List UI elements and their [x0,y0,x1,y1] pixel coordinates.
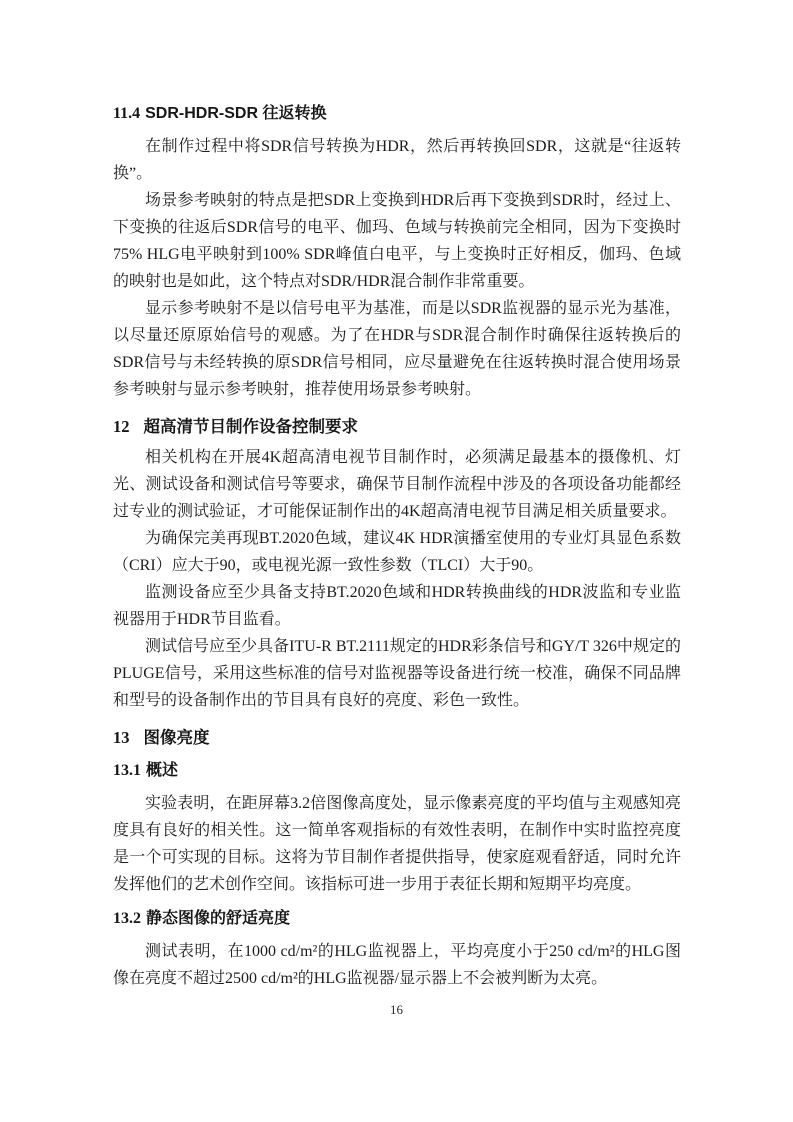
page-number: 16 [390,1002,403,1017]
paragraph-test-signals: 测试信号应至少具备ITU-R BT.2111规定的HDR彩条信号和GY/T 326中规定的PLUGE信号，采用这些标准的信号对监视器等设备进行统一校准，确保不同品牌和型号的设备制作出的节目具有良好的亮度、彩色一致性。 [113,638,681,709]
section-number: 13.2 [113,910,141,927]
section-heading-13-1 [113,760,681,782]
section-number: 11.4 [113,105,141,122]
section-heading-13 [113,726,681,750]
paragraph-display-referred-mapping: 显示参考映射不是以信号电平为基准，而是以SDR监视器的显示光为基准，以尽量还原原始信号的观感。为了在HDR与SDR混合制作时确保往返转换后的SDR信号与未经转换的原SDR信号相同，应尽量避免在往返转换时混合使用场景参考映射与显示参考映射，推荐使用场景参考映射。 [113,300,681,398]
section-title: SDR-HDR-SDR 往返转换 [145,105,327,122]
paragraph-static-image-brightness: 测试表明，在1000 cd/m²的HLG监视器上，平均亮度小于250 cd/m²的HLG图像在亮度不超过2500 cd/m²的HLG监视器/显示器上不会被判断为太亮。 [113,943,681,987]
section-title: 超高清节目制作设备控制要求 [143,418,358,436]
paragraph-brightness-overview: 实验表明，在距屏幕3.2倍图像高度处，显示像素亮度的平均值与主观感知亮度具有良好的相关性。这一简单客观指标的有效性表明，在制作中实时监控亮度是一个可实现的目标。这将为节目制作者提供指导，使家庭观看舒适，同时允许发挥他们的艺术创作空间。该指标可进一步用于表征长期和短期平均亮度。 [113,795,681,893]
section-number: 12 [113,417,130,436]
section-heading-12 [113,415,681,439]
paragraph-equipment-requirements: 相关机构在开展4K超高清电视节目制作时，必须满足最基本的摄像机、灯光、测试设备和测试信号等要求，确保节目制作流程中涉及的各项设备功能都经过专业的测试验证，才可能保证制作出的4K超高清电视节目满足相关质量要求。 [113,449,681,520]
section-heading-13-2 [113,908,681,930]
document-content [113,103,681,992]
section-title: 概述 [146,762,179,779]
section-number: 13 [113,728,130,747]
section-number: 13.1 [113,762,141,779]
section-title: 静态图像的舒适亮度 [146,910,291,927]
paragraph-monitoring-equipment: 监测设备应至少具备支持BT.2020色域和HDR转换曲线的HDR波监和专业监视器用于HDR节目监看。 [113,584,681,628]
paragraph-lighting-cri: 为确保完美再现BT.2020色域，建议4K HDR演播室使用的专业灯具显色系数（CRI）应大于90，或电视光源一致性参数（TLCI）大于90。 [113,530,681,574]
section-title: 图像亮度 [143,729,210,747]
paragraph-roundtrip-intro: 在制作过程中将SDR信号转换为HDR，然后再转换回SDR，这就是“往返转换”。 [113,138,681,182]
paragraph-scene-referred-mapping: 场景参考映射的特点是把SDR上变换到HDR后再下变换到SDR时，经过上、下变换的往返后SDR信号的电平、伽玛、色域与转换前完全相同，因为下变换时75% HLG电平映射到100% SDR峰值白电平，与上变换时正好相反，伽玛、色域的映射也是如此，这个特点对SDR/HDR混合制作非常重要。 [113,192,681,290]
section-heading-11-4 [113,103,681,125]
